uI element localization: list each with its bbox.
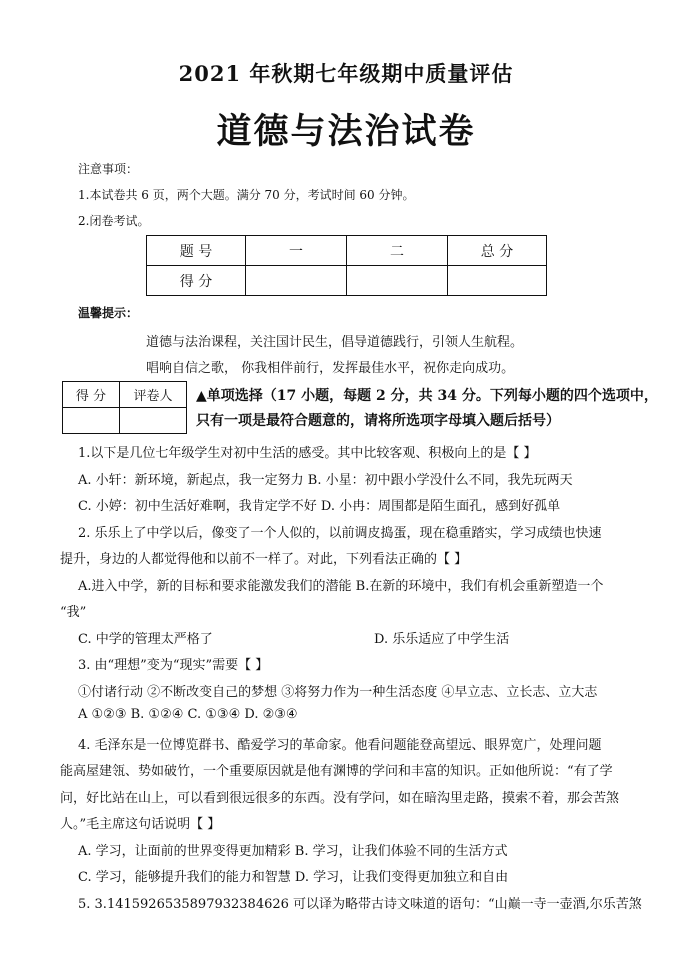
score-table <box>146 235 547 296</box>
section-instructions-1: ▲单项选择（17 小题，每题 2 分，共 34 分。下列每小题的四个选项中， <box>196 388 658 404</box>
score-cell-part1: 一 <box>246 236 347 266</box>
q4-stem-2: 能高屋建瓴、势如破竹，一个重要原因就是他有渊博的学问和丰富的知识。正如他所说：“有了学 <box>60 764 613 779</box>
q2-options-ab-cont: “我” <box>60 605 87 620</box>
q4-stem-4: 人。”毛主席这句话说明【 】 <box>60 817 221 832</box>
subject-title: 道德与法治试卷 <box>216 111 476 152</box>
section-instructions-2: 只有一项是最符合题意的，请将所选项字母填入题后括号） <box>196 413 560 429</box>
q1-options-cd: C. 小婷：初中生活好难啊，我肯定学不好 D. 小冉：周围都是陌生面孔，感到好孤单 <box>78 499 561 514</box>
q1-stem: 1.以下是几位七年级学生对初中生活的感受。其中比较客观、积极向上的是【 】 <box>78 446 537 461</box>
score-input-part1[interactable] <box>246 266 347 296</box>
exam-title: 2021 年秋期七年级期中质量评估 <box>178 61 514 86</box>
q4-options-ab: A. 学习，让面前的世界变得更加精彩 B. 学习，让我们体验不同的生活方式 <box>78 844 508 859</box>
tips-line-2: 唱响自信之歌， 你我相伴前行，发挥最佳水平，祝你走向成功。 <box>146 361 515 376</box>
score-cell-label: 题 号 <box>147 236 246 266</box>
q3-statements: ①付诸行动 ②不断改变自己的梦想 ③将努力作为一种生活态度 ④早立志、立长志、立大志 <box>78 685 598 700</box>
q2-stem-2: 提升，身边的人都觉得他和以前不一样了。对此，下列看法正确的【 】 <box>60 552 468 567</box>
q2-option-d: D. 乐乐适应了中学生活 <box>374 632 510 647</box>
q3-options: A ①②③ B. ①②④ C. ①③④ D. ②③④ <box>78 707 298 722</box>
q4-stem-1: 4. 毛泽东是一位博览群书、酷爱学习的革命家。他看问题能登高望远、眼界宽广，处理问题 <box>78 738 602 753</box>
q4-stem-3: 问，好比站在山上，可以看到很远很多的东西。没有学问，如在暗沟里走路，摸索不着，那会苦煞 <box>60 791 620 806</box>
grader-input-row <box>63 408 187 434</box>
notice-heading: 注意事项： <box>78 162 139 176</box>
grader-score-label: 得 分 <box>63 382 120 408</box>
score-cell-part2: 二 <box>347 236 448 266</box>
q4-options-cd: C. 学习，能够提升我们的能力和智慧 D. 学习，让我们变得更加独立和自由 <box>78 870 509 885</box>
q3-stem: 3. 由“理想”变为“现实”需要【 】 <box>78 658 269 673</box>
q2-stem-1: 2. 乐乐上了中学以后，像变了一个人似的，以前调皮捣蛋，现在稳重踏实，学习成绩也快速 <box>78 526 602 541</box>
tips-heading: 温馨提示： <box>78 306 139 320</box>
q1-options-ab: A. 小轩：新环境，新起点，我一定努力 B. 小星：初中跟小学没什么不同，我先玩两天 <box>78 473 573 488</box>
grader-name-input[interactable] <box>120 408 187 434</box>
notice-item-2: 2.闭卷考试。 <box>78 214 150 228</box>
tips-line-1: 道德与法治课程，关注国计民生，倡导道德践行，引领人生航程。 <box>146 335 524 350</box>
q2-option-c: C. 中学的管理太严格了 <box>78 632 213 647</box>
q5-stem: 5. 3.14159265358979323846​26 可以译为略带古诗文味道的语句：“山巅一寺一壶酒,尔乐苦煞 <box>78 897 642 912</box>
q2-options-ab: A.进入中学，新的目标和要求能激发我们的潜能 B.在新的环境中，我们有机会重新塑造一个 <box>78 579 604 594</box>
grader-score-input[interactable] <box>63 408 120 434</box>
score-cell-total: 总 分 <box>448 236 547 266</box>
score-input-part2[interactable] <box>347 266 448 296</box>
score-input-total[interactable] <box>448 266 547 296</box>
grader-header-row <box>63 382 187 408</box>
notice-item-1: 1.本试卷共 6 页，两个大题。满分 70 分，考试时间 60 分钟。 <box>78 188 415 202</box>
score-table-header-row <box>147 236 547 266</box>
grader-name-label: 评卷人 <box>120 382 187 408</box>
score-table-score-row <box>147 266 547 296</box>
grader-table <box>62 381 187 434</box>
score-row-label: 得 分 <box>147 266 246 296</box>
